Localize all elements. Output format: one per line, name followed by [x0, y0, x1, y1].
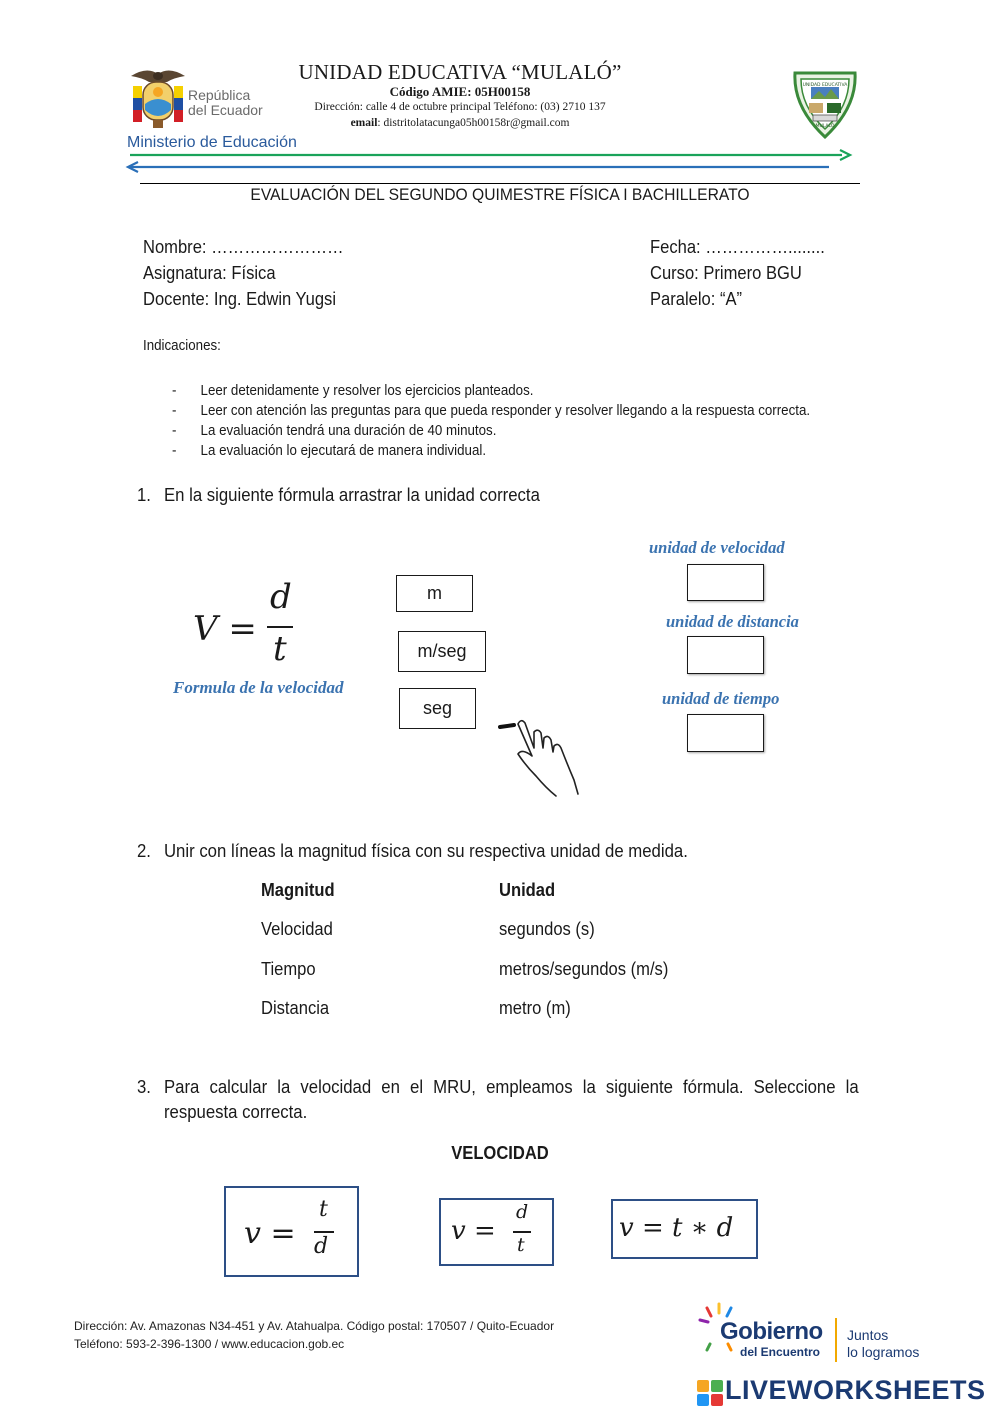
fraction-bar — [513, 1231, 531, 1233]
seal-bottom-text: MULALÓ — [815, 124, 835, 129]
indications-title: Indicaciones: — [143, 338, 221, 354]
ministerio-de-educacion: Ministerio de Educación — [127, 134, 297, 151]
list-item: - Leer detenidamente y resolver los ejercicios planteados. — [172, 383, 534, 399]
indications-list — [172, 381, 810, 461]
gobierno-logo-title: Gobierno — [720, 1318, 823, 1345]
formula-denominator: t — [273, 629, 287, 669]
header-arrows-icon — [124, 146, 854, 174]
option-v-equals-t-over-d[interactable]: v = t d — [224, 1186, 359, 1277]
target-label-distancia: unidad de distancia — [666, 612, 799, 631]
school-email — [0, 117, 920, 129]
email-value: : distritolatacunga05h00158r@gmail.com — [377, 117, 570, 129]
unidad-item[interactable]: segundos (s) — [499, 919, 595, 939]
docente-field: Docente: Ing. Edwin Yugsi — [143, 289, 337, 309]
nombre-field: Nombre: …………………… — [143, 237, 344, 257]
liveworksheets-watermark[interactable]: LIVEWORKSHEETS — [725, 1375, 986, 1405]
question-3-text-line2: respuesta correcta. — [163, 1102, 308, 1122]
unidad-item[interactable]: metro (m) — [499, 998, 571, 1018]
asignatura-field: Asignatura: Física — [143, 263, 276, 283]
option-v-equals-t-times-d[interactable]: v = t ∗ d — [611, 1199, 758, 1259]
email-label: email — [350, 117, 378, 129]
unit-chip-seg[interactable]: seg — [399, 688, 476, 729]
republica-line2: del Ecuador — [188, 102, 263, 118]
question-2: 2. Unir con líneas la magnitud física con su respectiva unidad de medida. — [137, 841, 688, 861]
seal-top-text: UNIDAD EDUCATIVA — [802, 83, 848, 88]
gobierno-logo-subtitle: del Encuentro — [740, 1345, 821, 1359]
list-item: - Leer con atención las preguntas para que pueda responder y resolver llegando a la respuesta correcta. — [172, 403, 811, 419]
juntos-line2: lo logramos — [847, 1344, 920, 1360]
target-label-tiempo: unidad de tiempo — [662, 689, 780, 708]
option-v-equals-d-over-t[interactable]: v = d t — [439, 1198, 554, 1266]
formula-caption: Formula de la velocidad — [173, 678, 344, 697]
question-2-text: Unir con líneas la magnitud física con su respectiva unidad de medida. — [163, 841, 688, 861]
amie-code: Código AMIE: 05H00158 — [389, 84, 531, 99]
drop-target-velocidad[interactable] — [687, 564, 764, 601]
list-item: - La evaluación tendrá una duración de 40 minutos. — [172, 423, 497, 439]
velocidad-heading: VELOCIDAD — [451, 1143, 549, 1163]
juntos-lo-logramos — [847, 1327, 919, 1361]
column-header-unidad: Unidad — [499, 880, 556, 900]
drag-hand-icon — [496, 714, 586, 802]
fecha-field: Fecha: ……………........ — [650, 237, 825, 257]
fraction-bar — [267, 626, 293, 628]
formula-lhs: V = — [193, 609, 257, 649]
curso-field: Curso: Primero BGU — [650, 263, 802, 283]
question-1: 1. En la siguiente fórmula arrastrar la unidad correcta — [137, 485, 540, 505]
paralelo-field: Paralelo: “A” — [650, 289, 743, 309]
school-address: Dirección: calle 4 de octubre principal Teléfono: (03) 2710 137 — [314, 101, 606, 113]
header-divider — [140, 183, 860, 184]
logo-divider — [835, 1318, 837, 1362]
school-name: UNIDAD EDUCATIVA “MULALÓ” — [298, 60, 622, 84]
formula-numerator: d — [270, 577, 292, 617]
magnitud-item[interactable]: Distancia — [261, 998, 330, 1018]
question-1-text: En la siguiente fórmula arrastrar la unidad correcta — [163, 485, 540, 505]
unit-chip-m-seg[interactable]: m/seg — [398, 631, 486, 672]
target-label-velocidad: unidad de velocidad — [649, 538, 785, 557]
republica-line1: República — [188, 87, 251, 103]
drop-target-distancia[interactable] — [687, 636, 764, 674]
school-seal-icon — [789, 67, 861, 141]
magnitud-item[interactable]: Velocidad — [261, 919, 333, 939]
unidad-item[interactable]: metros/segundos (m/s) — [499, 959, 669, 979]
footer-line2: Teléfono: 593-2-396-1300 / www.educacion.gob.ec — [74, 1337, 345, 1351]
column-header-magnitud: Magnitud — [261, 880, 335, 900]
footer-line1: Dirección: Av. Amazonas N34-451 y Av. Atahualpa. Código postal: 170507 / Quito-Ecuador — [74, 1319, 555, 1333]
exam-title: EVALUACIÓN DEL SEGUNDO QUIMESTRE FÍSICA I BACHILLERATO — [250, 185, 750, 204]
footer-address — [74, 1317, 554, 1353]
juntos-line1: Juntos — [847, 1327, 889, 1343]
list-item: - La evaluación lo ejecutará de manera individual. — [172, 443, 487, 459]
drop-target-tiempo[interactable] — [687, 714, 764, 752]
question-3: 3. Para calcular la velocidad en el MRU, empleamos la siguiente fórmula. Seleccione la respuesta correcta. — [137, 1077, 859, 1122]
fraction-bar — [314, 1231, 334, 1233]
question-3-text-line1: Para calcular la velocidad en el MRU, empleamos la siguiente fórmula. Seleccione la — [163, 1077, 859, 1097]
liveworksheets-logo-icon — [697, 1380, 723, 1406]
magnitud-item[interactable]: Tiempo — [261, 959, 316, 979]
unit-chip-m[interactable]: m — [396, 575, 473, 612]
